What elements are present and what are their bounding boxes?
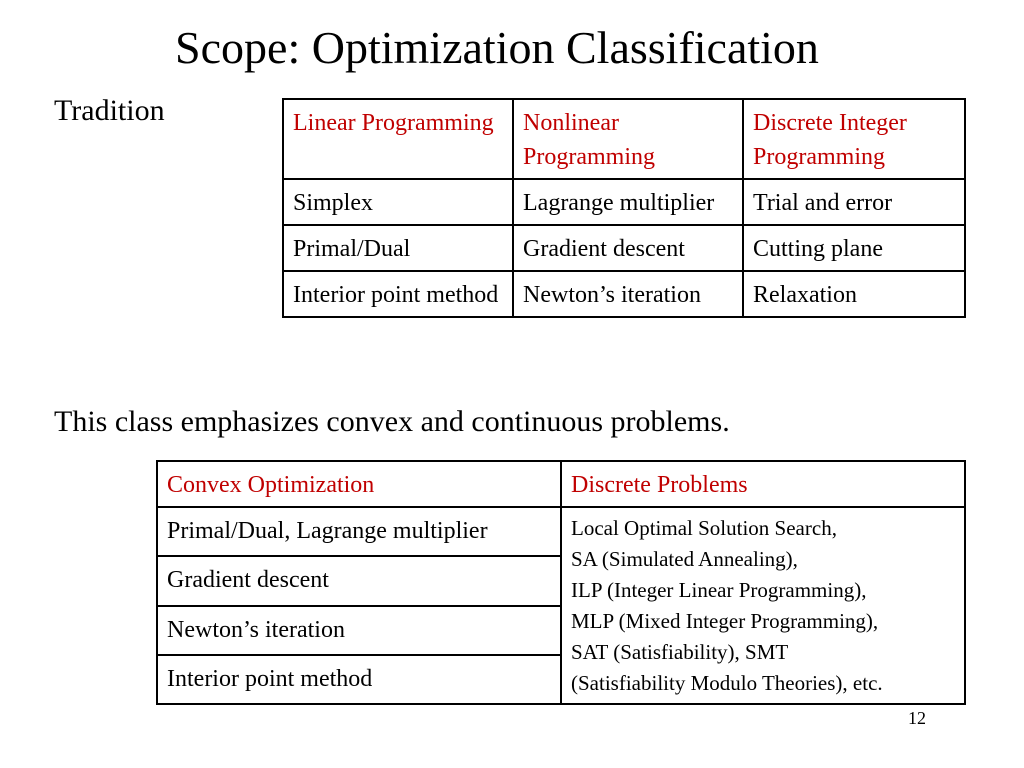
table-cell: Lagrange multiplier bbox=[513, 179, 743, 225]
header-nonlinear-programming: Nonlinear Programming bbox=[513, 99, 743, 179]
table-cell: Simplex bbox=[283, 179, 513, 225]
emphasis-note: This class emphasizes convex and continuous problems. bbox=[54, 405, 730, 438]
header-linear-programming: Linear Programming bbox=[283, 99, 513, 179]
table-row bbox=[283, 225, 965, 271]
discrete-line: ILP (Integer Linear Programming), bbox=[571, 578, 867, 602]
table-cell: Interior point method bbox=[283, 271, 513, 317]
table-row bbox=[283, 179, 965, 225]
table-cell: Trial and error bbox=[743, 179, 965, 225]
discrete-line: Local Optimal Solution Search, bbox=[571, 516, 837, 540]
discrete-problems-list bbox=[561, 507, 965, 704]
slide-title: Scope: Optimization Classification bbox=[175, 22, 819, 73]
discrete-line: MLP (Mixed Integer Programming), bbox=[571, 609, 879, 633]
convex-item: Newton’s iteration bbox=[157, 606, 561, 655]
table-cell: Newton’s iteration bbox=[513, 271, 743, 317]
table-cell: Cutting plane bbox=[743, 225, 965, 271]
table-row bbox=[283, 271, 965, 317]
convex-item: Gradient descent bbox=[157, 556, 561, 605]
table-header-row bbox=[157, 461, 965, 507]
class-table bbox=[156, 460, 966, 705]
convex-item: Primal/Dual, Lagrange multiplier bbox=[157, 507, 561, 556]
tradition-table bbox=[282, 98, 966, 318]
discrete-line: SAT (Satisfiability), SMT bbox=[571, 640, 789, 664]
convex-item: Interior point method bbox=[157, 655, 561, 704]
table-cell: Primal/Dual bbox=[283, 225, 513, 271]
table-cell: Relaxation bbox=[743, 271, 965, 317]
header-discrete-problems: Discrete Problems bbox=[561, 461, 965, 507]
table-row bbox=[157, 507, 965, 556]
discrete-line: (Satisfiability Modulo Theories), etc. bbox=[571, 671, 883, 695]
page-number: 12 bbox=[908, 708, 926, 728]
header-convex-optimization: Convex Optimization bbox=[157, 461, 561, 507]
table-cell: Gradient descent bbox=[513, 225, 743, 271]
header-discrete-integer-programming: Discrete Integer Programming bbox=[743, 99, 965, 179]
tradition-label: Tradition bbox=[54, 94, 165, 127]
discrete-line: SA (Simulated Annealing), bbox=[571, 547, 798, 571]
table-header-row bbox=[283, 99, 965, 179]
